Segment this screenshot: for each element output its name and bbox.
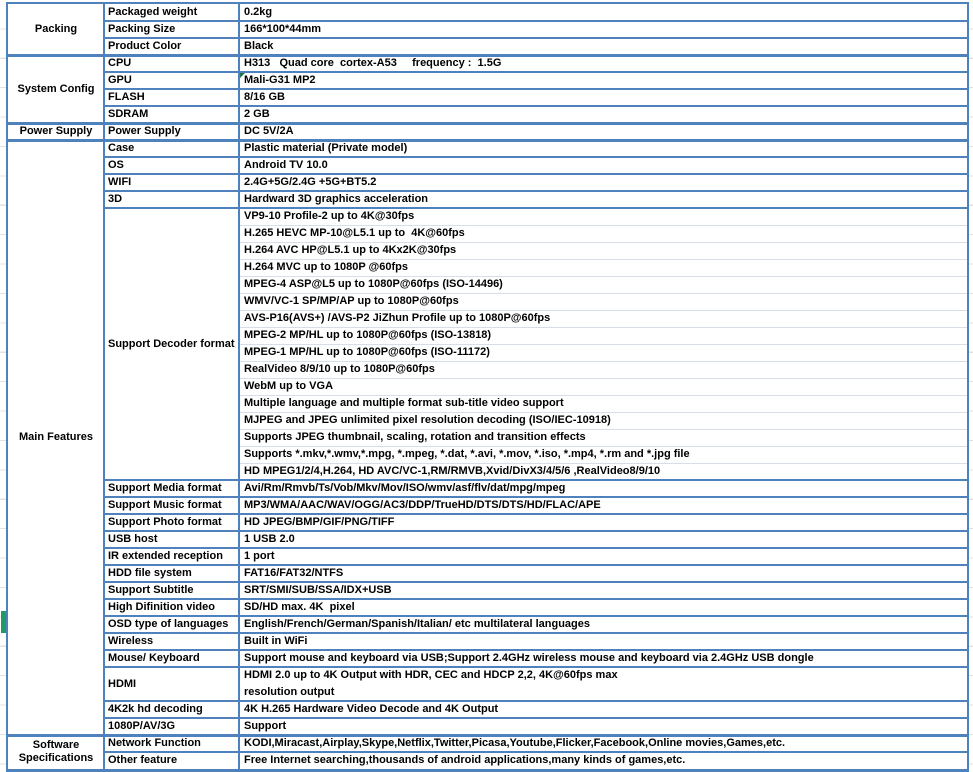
spec-value-cell[interactable]: H.264 AVC HP@L5.1 up to 4Kx2K@30fps <box>244 244 457 256</box>
spec-value-cell[interactable]: MPEG-1 MP/HL up to 1080P@60fps (ISO-11172) <box>244 346 490 358</box>
spec-label-cell[interactable]: Network Function <box>108 737 201 749</box>
spec-label-cell[interactable]: Wireless <box>108 635 154 647</box>
spec-label-cell[interactable]: OSD type of languages <box>108 618 229 630</box>
spec-label-cell[interactable]: Support Media format <box>108 482 222 494</box>
spec-value-cell[interactable]: H313 Quad core cortex-A53 frequency : 1.5G <box>244 57 502 69</box>
spec-label-cell[interactable]: Support Music format <box>108 499 222 511</box>
spec-label-cell[interactable]: SDRAM <box>108 108 149 120</box>
spec-label-cell[interactable]: 3D <box>108 193 123 205</box>
spec-value-cell[interactable]: Black <box>244 40 274 52</box>
spec-value-cell[interactable]: 2 GB <box>244 108 270 120</box>
spec-value-cell[interactable]: KODI,Miracast,Airplay,Skype,Netflix,Twitter,Picasa,Youtube,Flicker,Facebook,Online movies,Games,etc. <box>244 737 786 749</box>
spec-value-cell[interactable]: SRT/SMI/SUB/SSA/IDX+USB <box>244 584 392 596</box>
spec-value-cell[interactable]: Mali-G31 MP2 <box>244 74 316 86</box>
spec-value-cell[interactable]: Built in WiFi <box>244 635 308 647</box>
spec-label-cell[interactable]: FLASH <box>108 91 145 103</box>
spec-value-cell[interactable]: AVS-P16(AVS+) /AVS-P2 JiZhun Profile up to 1080P@60fps <box>244 312 551 324</box>
spec-label-cell[interactable]: WIFI <box>108 176 132 188</box>
spec-value-cell[interactable]: MPEG-4 ASP@L5 up to 1080P@60fps (ISO-14496) <box>244 278 503 290</box>
spec-value-cell[interactable]: HD MPEG1/2/4,H.264, HD AVC/VC-1,RM/RMVB,Xvid/DivX3/4/5/6 ,RealVideo8/9/10 <box>244 465 661 477</box>
category-cell[interactable]: System Config <box>17 82 95 95</box>
spec-label-cell[interactable]: Support Decoder format <box>108 337 235 350</box>
spec-label-cell[interactable]: Support Photo format <box>108 516 222 528</box>
spec-label-cell[interactable]: Support Subtitle <box>108 584 194 596</box>
spec-label-cell[interactable]: IR extended reception <box>108 550 223 562</box>
sheet-right-margin <box>969 0 973 772</box>
spec-label-cell[interactable]: Product Color <box>108 40 182 52</box>
spec-label-cell[interactable]: USB host <box>108 533 158 545</box>
spec-value-cell[interactable]: Avi/Rm/Rmvb/Ts/Vob/Mkv/Mov/ISO/wmv/asf/flv/dat/mpg/mpeg <box>244 482 566 494</box>
spec-label-cell[interactable]: Case <box>108 142 135 154</box>
spec-label-cell[interactable]: CPU <box>108 57 132 69</box>
spec-value-cell[interactable]: FAT16/FAT32/NTFS <box>244 567 344 579</box>
spec-value-cell[interactable]: Supports *.mkv,*.wmv,*.mpg, *.mpeg, *.dat, *.avi, *.mov, *.iso, *.mp4, *.rm and *.jpg file <box>244 448 690 460</box>
spec-value-cell[interactable]: H.264 MVC up to 1080P @60fps <box>244 261 408 273</box>
spec-value-cell[interactable]: MJPEG and JPEG unlimited pixel resolution decoding (ISO/IEC-10918) <box>244 414 611 426</box>
category-cell[interactable]: Main Features <box>19 431 93 443</box>
column-divider <box>238 4 240 769</box>
spec-label-cell[interactable]: GPU <box>108 74 132 86</box>
spec-value-cell[interactable]: DC 5V/2A <box>244 125 294 137</box>
spec-label-cell[interactable]: 1080P/AV/3G <box>108 720 176 732</box>
spec-value-cell[interactable]: Android TV 10.0 <box>244 159 328 171</box>
spec-value-cell[interactable]: HDMI 2.0 up to 4K Output with HDR, CEC and HDCP 2,2, 4K@60fps max <box>244 669 618 681</box>
spec-value-cell[interactable]: resolution output <box>244 686 335 698</box>
spec-value-cell[interactable]: 4K H.265 Hardware Video Decode and 4K Output <box>244 703 499 715</box>
spec-value-cell[interactable]: 0.2kg <box>244 6 273 18</box>
spec-value-cell[interactable]: MP3/WMA/AAC/WAV/OGG/AC3/DDP/TrueHD/DTS/DTS/HD/FLAC/APE <box>244 499 601 511</box>
spec-value-cell[interactable]: Free Internet searching,thousands of android applications,many kinds of games,etc. <box>244 754 686 766</box>
spec-value-cell[interactable]: Supports JPEG thumbnail, scaling, rotation and transition effects <box>244 431 586 443</box>
spec-table <box>6 2 969 772</box>
spec-value-cell[interactable]: 166*100*44mm <box>244 23 322 35</box>
spec-value-cell[interactable]: H.265 HEVC MP-10@L5.1 up to 4K@60fps <box>244 227 465 239</box>
spec-value-cell[interactable]: VP9-10 Profile-2 up to 4K@30fps <box>244 210 415 222</box>
category-cell[interactable]: Packing <box>34 23 78 35</box>
spec-value-cell[interactable]: MPEG-2 MP/HL up to 1080P@60fps (ISO-13818) <box>244 329 492 341</box>
spec-label-cell[interactable]: OS <box>108 159 124 171</box>
column-divider <box>103 4 105 769</box>
spec-label-cell[interactable]: HDMI <box>108 677 137 690</box>
spec-label-cell[interactable]: Mouse/ Keyboard <box>108 652 200 664</box>
spec-label-cell[interactable]: 4K2k hd decoding <box>108 703 203 715</box>
spec-label-cell[interactable]: Other feature <box>108 754 178 766</box>
spec-value-cell[interactable]: HD JPEG/BMP/GIF/PNG/TIFF <box>244 516 395 528</box>
spec-value-cell[interactable]: 1 port <box>244 550 275 562</box>
spec-value-cell[interactable]: English/French/German/Spanish/Italian/ etc multilateral languages <box>244 618 590 630</box>
spec-value-cell[interactable]: Support mouse and keyboard via USB;Support 2.4GHz wireless mouse and keyboard via 2.4GHz USB dongle <box>244 652 814 664</box>
spec-label-cell[interactable]: High Difinition video <box>108 601 215 613</box>
spec-label-cell[interactable]: Power Supply <box>108 125 181 137</box>
spec-value-cell[interactable]: Support <box>244 720 287 732</box>
spec-value-cell[interactable]: 2.4G+5G/2.4G +5G+BT5.2 <box>244 176 377 188</box>
spec-label-cell[interactable]: HDD file system <box>108 567 192 579</box>
spec-value-cell[interactable]: Hardward 3D graphics acceleration <box>244 193 429 205</box>
spec-value-cell[interactable]: WMV/VC-1 SP/MP/AP up to 1080P@60fps <box>244 295 459 307</box>
error-flag-icon <box>240 73 245 78</box>
spec-value-cell[interactable]: RealVideo 8/9/10 up to 1080P@60fps <box>244 363 435 375</box>
spec-label-cell[interactable]: Packing Size <box>108 23 176 35</box>
spec-value-cell[interactable]: 1 USB 2.0 <box>244 533 295 545</box>
spec-value-cell[interactable]: 8/16 GB <box>244 91 285 103</box>
spec-value-cell[interactable]: Multiple language and multiple format sub-title video support <box>244 397 564 409</box>
spec-value-cell[interactable]: WebM up to VGA <box>244 380 334 392</box>
spec-label-cell[interactable]: Packaged weight <box>108 6 198 18</box>
category-cell[interactable]: Power Supply <box>19 125 93 137</box>
spec-value-cell[interactable]: SD/HD max. 4K pixel <box>244 601 355 613</box>
category-cell[interactable]: Software Specifications <box>18 739 94 764</box>
spec-value-cell[interactable]: Plastic material (Private model) <box>244 142 408 154</box>
